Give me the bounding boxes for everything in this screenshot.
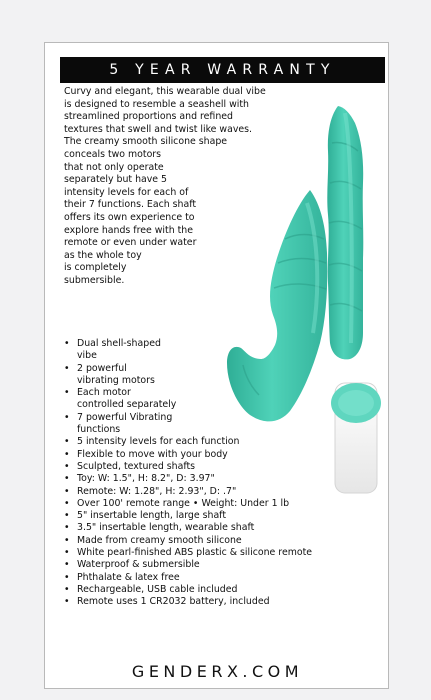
description-line: Curvy and elegant, this wearable dual vibe <box>64 86 266 97</box>
feature-item: • Flexible to move with your body <box>64 449 312 461</box>
feature-item: • Remote: W: 1.28", H: 2.93", D: .7" <box>64 486 312 498</box>
feature-list <box>64 338 312 609</box>
feature-item: • 5 intensity levels for each function <box>64 436 312 448</box>
feature-item: • Rechargeable, USB cable included <box>64 584 312 596</box>
product-info-card <box>44 42 389 689</box>
description-line: is designed to resemble a seashell with <box>64 98 249 110</box>
description-line: conceals two motors <box>64 148 162 160</box>
feature-item: • 5" insertable length, large shaft <box>64 510 312 522</box>
product-description <box>64 86 266 288</box>
description-line: intensity levels for each of <box>64 186 189 198</box>
feature-item: • 2 powerful vibrating motors <box>64 363 312 388</box>
feature-item: • White pearl-finished ABS plastic & silicone remote <box>64 547 312 559</box>
description-line: explore hands free with the <box>64 224 194 236</box>
remote-control <box>331 383 381 493</box>
brand-website: GENDERX.COM <box>131 662 304 681</box>
large-shaft-vibe <box>327 106 363 359</box>
description-line: is completely <box>64 262 127 274</box>
description-line: their 7 functions. Each shaft <box>64 199 197 211</box>
feature-item: • Waterproof & submersible <box>64 559 312 571</box>
description-line: as the whole toy <box>64 249 142 261</box>
description-line: separately but have 5 <box>64 174 168 186</box>
feature-item: • Remote uses 1 CR2032 battery, included <box>64 596 312 608</box>
feature-item: • Dual shell-shaped vibe <box>64 338 312 363</box>
feature-item: • Toy: W: 1.5", H: 8.2", D: 3.97" <box>64 473 312 485</box>
description-line: offers its own experience to <box>64 211 195 223</box>
description-line: textures that swell and twist like waves. <box>64 123 253 135</box>
description-line: remote or even under water <box>64 237 197 249</box>
description-line: submersible. <box>64 274 125 286</box>
feature-item: • Sculpted, textured shafts <box>64 461 312 473</box>
feature-item: • 3.5" insertable length, wearable shaft <box>64 522 312 534</box>
description-line: The creamy smooth silicone shape <box>64 136 228 148</box>
feature-item: • 7 powerful Vibrating functions <box>64 412 312 437</box>
feature-item: • Over 100' remote range • Weight: Under 1 lb <box>64 498 312 510</box>
feature-item: • Each motor controlled separately <box>64 387 312 412</box>
feature-item: • Phthalate & latex free <box>64 572 312 584</box>
description-line: streamlined proportions and refined <box>64 111 234 123</box>
description-line: that not only operate <box>64 161 164 173</box>
feature-item: • Made from creamy smooth silicone <box>64 535 312 547</box>
top-strip <box>0 0 431 22</box>
warranty-banner: 5 YEAR WARRANTY <box>60 57 385 83</box>
